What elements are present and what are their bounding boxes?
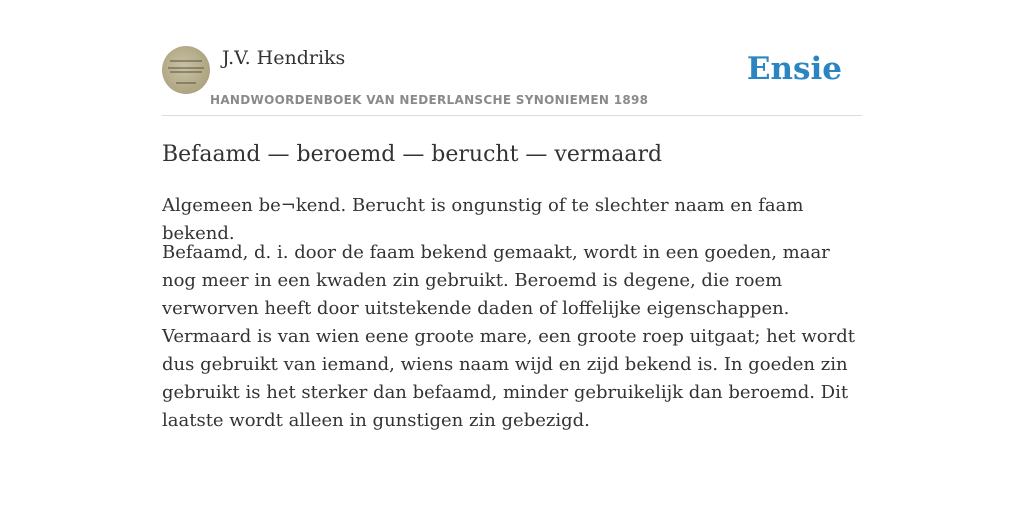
- article-paragraph-2: Befaamd, d. i. door de faam bekend gemaakt, wordt in een goeden, maar nog meer in een kwaden zin gebruikt. Beroemd is degene, die roem verworven heeft door uitstekende daden of loffelijke eigenschappen. Vermaard is van wien eene groote mare, een groote roep uitgaat; het wordt dus gebruikt van iemand, wiens naam wijd en zijd bekend is. In goeden zin gebruikt is het sterker dan befaamd, minder gebruikelijk dan beroemd. Dit laatste wordt alleen in gunstigen zin gebezigd.: [162, 242, 855, 431]
- source-header: [162, 46, 862, 116]
- ensie-logo[interactable]: Ensie: [746, 51, 842, 87]
- article-title: Befaamd — beroemd — berucht — vermaard: [162, 142, 663, 167]
- author-name[interactable]: J.V. Hendriks: [222, 47, 346, 69]
- source-title[interactable]: HANDWOORDENBOEK VAN NEDERLANSCHE SYNONIEMEN 1898: [210, 93, 649, 107]
- book-cover-avatar[interactable]: [162, 46, 210, 94]
- article-paragraph-1: Algemeen be¬kend. Berucht is ongunstig of te slechter naam en faam bekend.: [162, 195, 804, 244]
